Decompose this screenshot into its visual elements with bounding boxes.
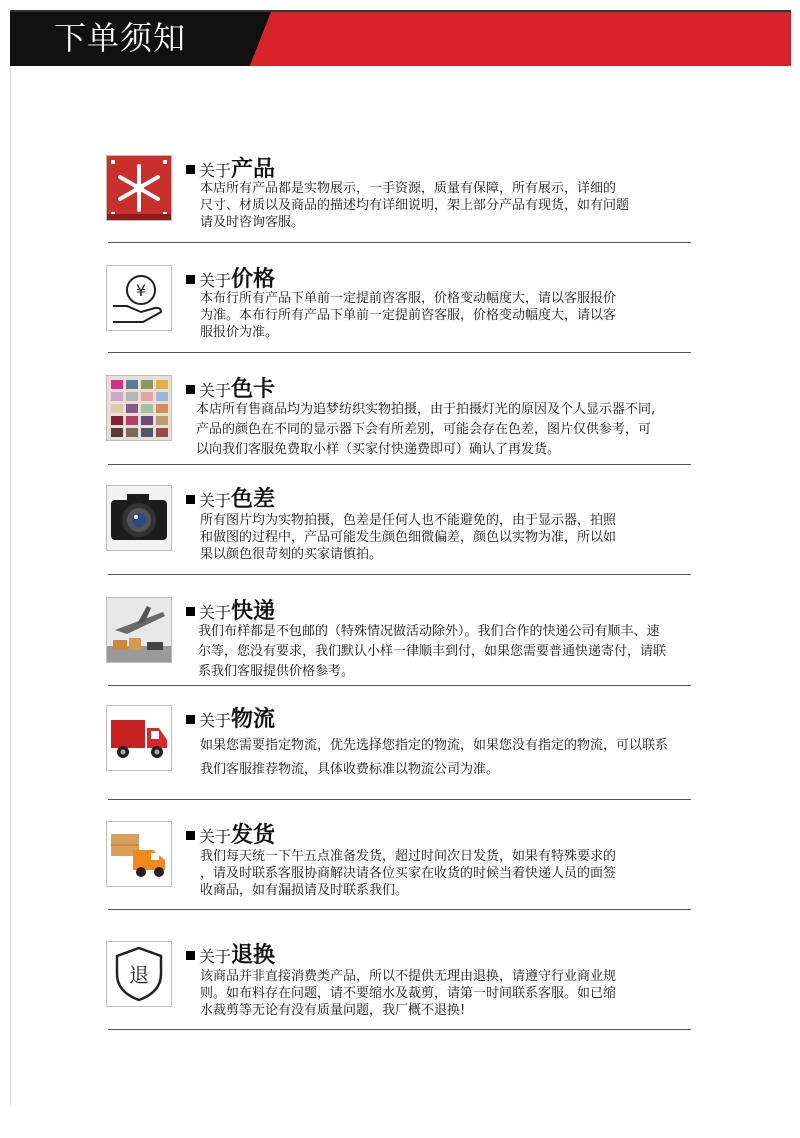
snowflake-knit-icon xyxy=(106,155,172,221)
section-heading: 关于产品 xyxy=(186,152,275,183)
section-heading: 关于退换 xyxy=(186,938,275,969)
section-heading: 关于发货 xyxy=(186,818,275,849)
bullet-square-icon xyxy=(186,951,195,960)
section-divider xyxy=(108,464,691,465)
section-divider xyxy=(108,685,691,686)
return-shield-icon xyxy=(106,941,172,1007)
bullet-square-icon xyxy=(186,495,195,504)
bullet-square-icon xyxy=(186,715,195,724)
section-divider xyxy=(108,909,691,910)
section-heading: 关于价格 xyxy=(186,262,275,293)
section-heading: 关于物流 xyxy=(186,702,275,733)
section-heading: 关于色卡 xyxy=(186,372,275,403)
section-heading: 关于色差 xyxy=(186,482,275,513)
section-body: 如果您需要指定物流，优先选择您指定的物流，如果您没有指定的物流，可以联系 我们客服推荐物流，具体收费标准以物流公司为准。 xyxy=(200,738,669,777)
red-truck-icon xyxy=(106,705,172,771)
airplane-cargo-icon xyxy=(106,597,172,663)
bullet-square-icon xyxy=(186,165,195,174)
bullet-square-icon xyxy=(186,275,195,284)
section-divider xyxy=(108,1029,691,1030)
section-heading: 关于快递 xyxy=(186,594,275,625)
color-swatch-icon xyxy=(106,375,172,441)
camera-icon xyxy=(106,485,172,551)
section-divider xyxy=(108,799,691,800)
svg-text:退: 退 xyxy=(129,963,149,987)
section-body: 所有图片均为实物拍摄，色差是任何人也不能避免的，由于显示器，拍照 和做图的过程中，产品可能发生颜色细微偏差，颜色以实物为准，所以如 果以颜色很苛刻的买家请慎拍。 xyxy=(200,513,617,562)
section-body: 我们每天统一下午五点准备发货，超过时间次日发货，如果有特殊要求的 ，请及时联系客服协商解决请各位买家在收货的时候当着快递人员的面签 收商品，如有漏损请及时联系我们。 xyxy=(200,849,617,898)
section-divider xyxy=(108,242,691,243)
page-title: 下单须知 xyxy=(54,19,187,57)
section-body: 本布行所有产品下单前一定提前咨客服，价格变动幅度大，请以客服报价 为准。本布行所有产品下单前一定提前咨客服，价格变动幅度大，请以客 服报价为准。 xyxy=(200,291,617,340)
left-border-line xyxy=(10,66,11,1106)
section-body: 我们布样都是不包邮的（特殊情况做活动除外）。我们合作的快递公司有顺丰、速 尔等，您没有要求，我们默认小样一律顺丰到付，如果您需要普通快递寄付，请联 系我们客服提供价格参考。 xyxy=(198,624,667,679)
header-banner xyxy=(10,10,791,66)
bullet-square-icon xyxy=(186,607,195,616)
section-body: 本店所有售商品均为追梦纺织实物拍摄，由于拍摄灯光的原因及个人显示器不同, 产品的颜色在不同的显示器下会有所差别，可能会存在色差，图片仅供参考，可 以向我们客服免费取小样（买家付快递费即可）确认了再发货。 xyxy=(196,402,656,457)
section-divider xyxy=(108,352,691,353)
yen-hand-icon xyxy=(106,265,172,331)
bullet-square-icon xyxy=(186,831,195,840)
section-divider xyxy=(108,574,691,575)
delivery-truck-icon xyxy=(106,821,172,887)
svg-text:¥: ¥ xyxy=(135,281,147,300)
section-body: 本店所有产品都是实物展示，一手资源，质量有保障，所有展示，详细的 尺寸、材质以及商品的描述均有详细说明，架上部分产品有现货，如有问题 请及时咨询客服。 xyxy=(200,181,630,230)
bullet-square-icon xyxy=(186,385,195,394)
section-body: 该商品并非直接消费类产品，所以不提供无理由退换，请遵守行业商业规 则。如布料存在问题，请不要缩水及裁剪，请第一时间联系客服。如已缩 水裁剪等无论有没有质量问题，我厂概不退换! xyxy=(200,969,617,1018)
